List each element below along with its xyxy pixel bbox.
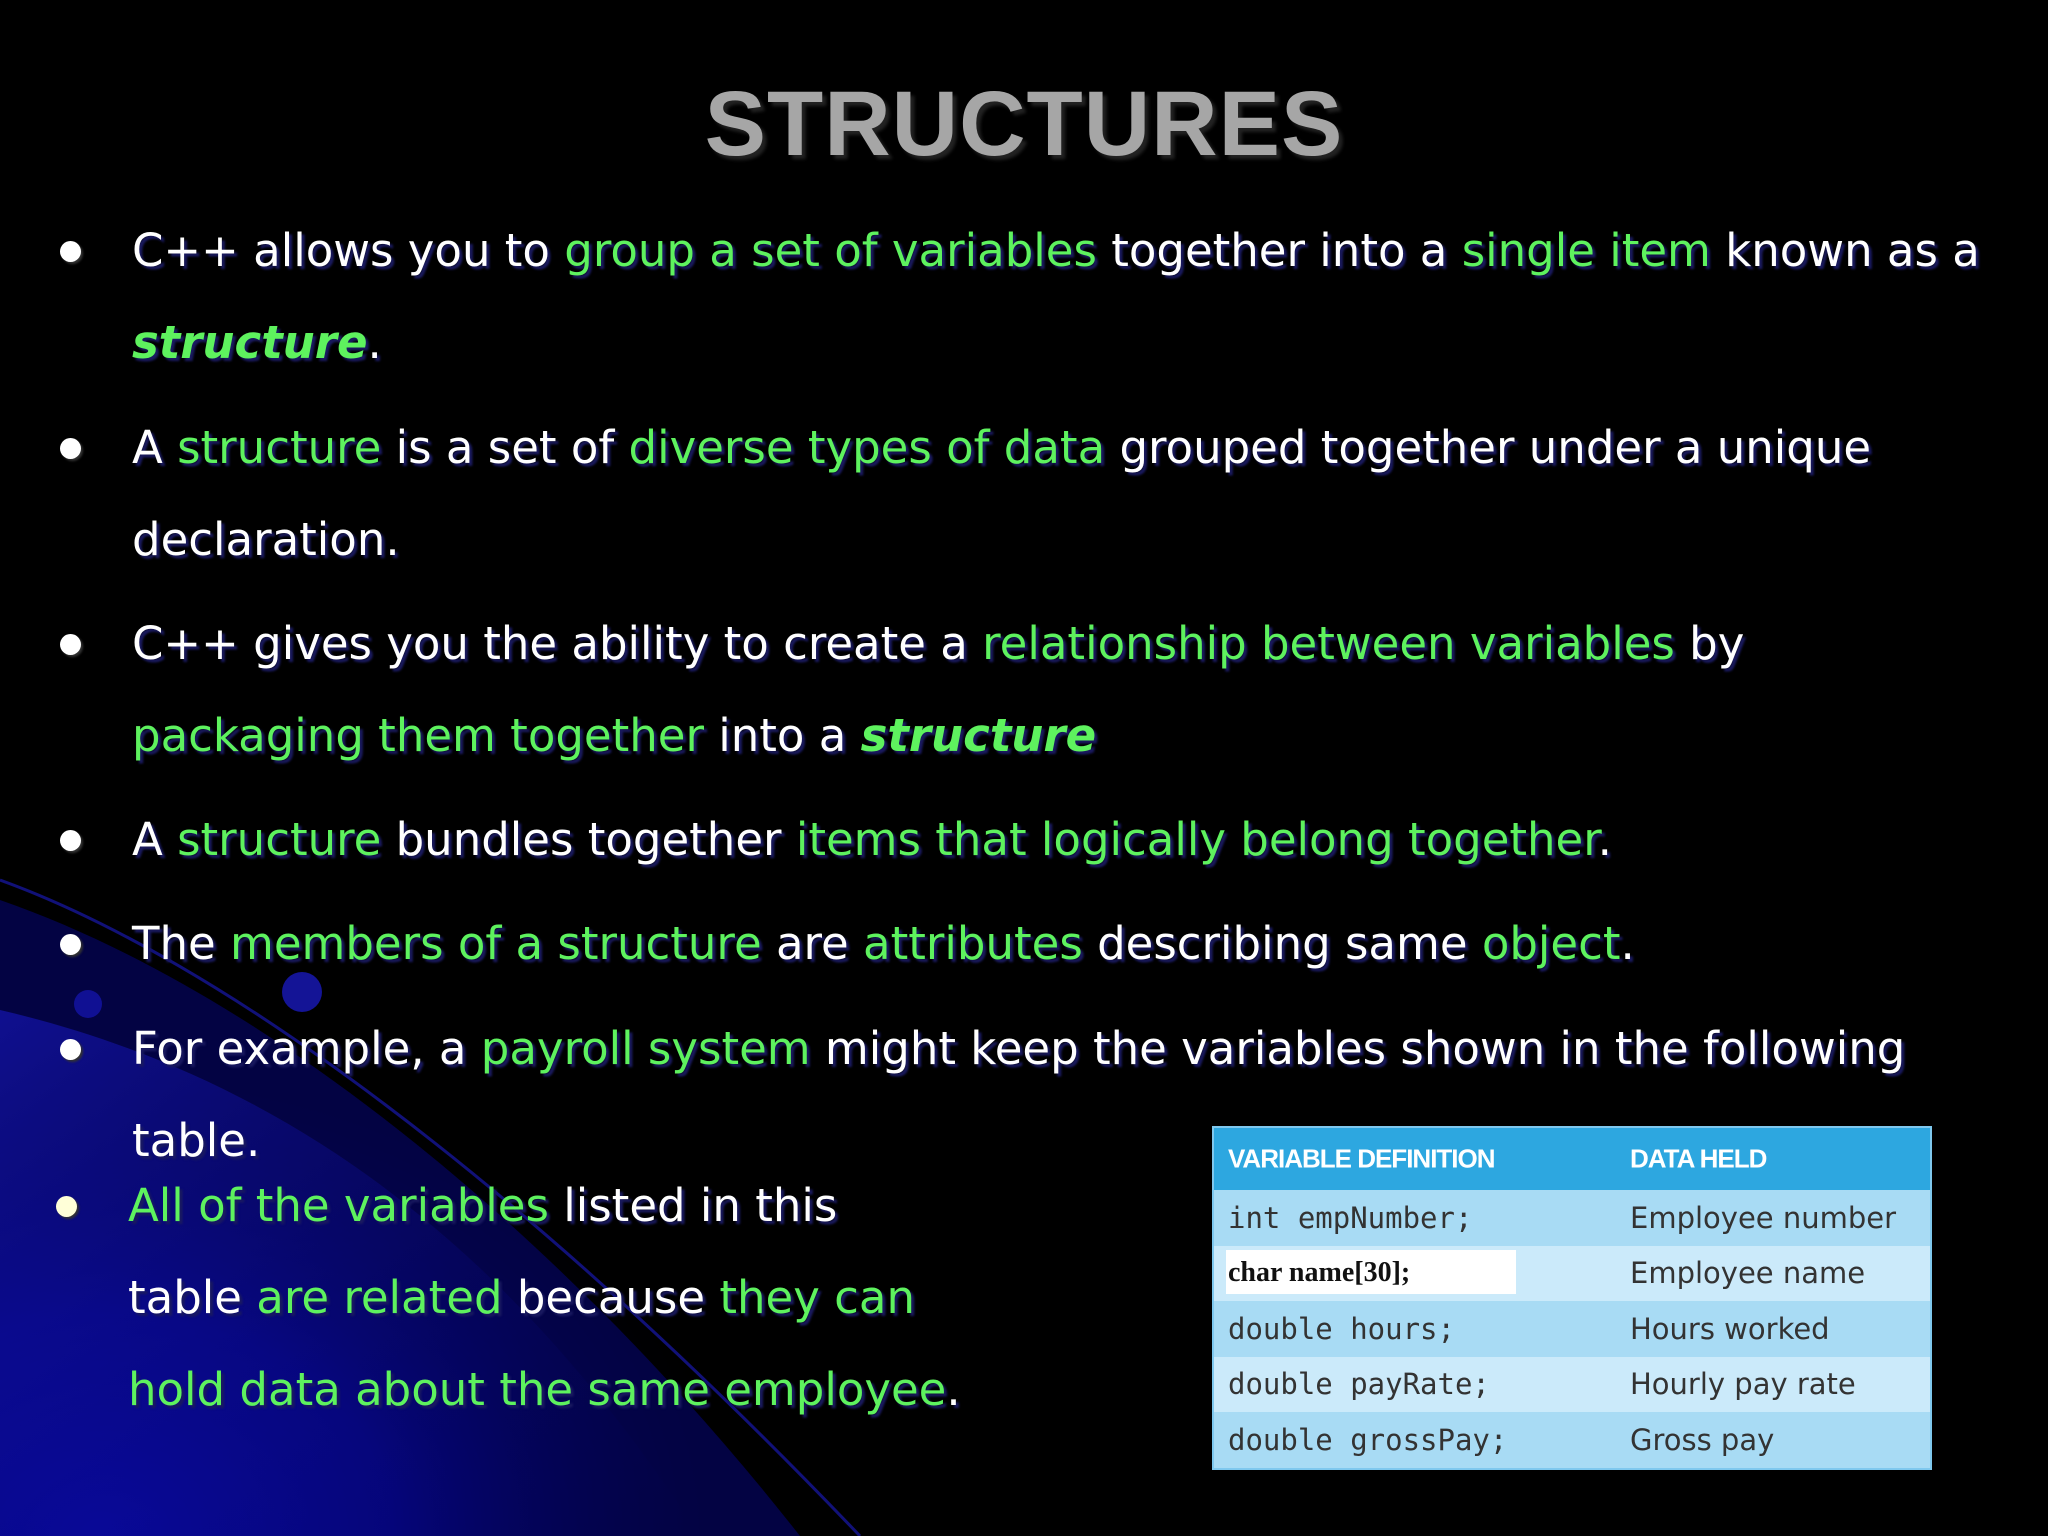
data-held-cell: Employee name	[1630, 1256, 1866, 1291]
bullet-1	[132, 205, 2032, 389]
highlighted-text: packaging them together	[132, 709, 704, 762]
bullet-text: A	[132, 813, 178, 866]
bullet-text: table	[128, 1271, 257, 1324]
data-held-cell: Employee number	[1630, 1200, 1897, 1235]
highlighted-text: structure	[177, 813, 382, 866]
bullet-text: into a	[703, 709, 861, 762]
bullet-text: bundles together	[381, 813, 796, 866]
highlighted-text: they can	[719, 1271, 915, 1324]
highlighted-text: are related	[256, 1271, 503, 1324]
table-header-row	[1214, 1128, 1930, 1190]
highlighted-text: items that logically belong together	[795, 813, 1598, 866]
bullet-text: known as a	[1710, 224, 1980, 277]
bullet-dot-icon	[60, 241, 81, 262]
bullet-text: together into a	[1096, 224, 1462, 277]
bullet-line	[132, 1003, 2032, 1095]
table-row	[1214, 1412, 1930, 1468]
bullet-line	[132, 402, 2032, 494]
bullet-line	[132, 598, 2032, 690]
highlighted-text: structure	[860, 709, 1097, 762]
bullet-text: are	[761, 917, 864, 970]
variable-definition-cell: int empNumber;	[1228, 1200, 1473, 1235]
bullet-text: For example, a	[132, 1022, 481, 1075]
bullet-line	[132, 794, 2032, 886]
table-row	[1214, 1357, 1930, 1413]
bullet-text: describing same	[1082, 917, 1482, 970]
bullet-text: listed in this	[548, 1179, 838, 1232]
bullet-text: might keep the variables shown in the following	[810, 1022, 1906, 1075]
bullet-text: .	[367, 316, 382, 369]
bullet-5	[132, 898, 2032, 990]
bullet-dot-icon	[60, 634, 81, 655]
bullet-line	[132, 898, 2032, 990]
bullet-line	[132, 297, 2032, 389]
highlighted-text: relationship between variables	[982, 617, 1675, 670]
data-held-cell: Hours worked	[1630, 1311, 1830, 1346]
table-row	[1214, 1246, 1930, 1302]
bullet-text: .	[1597, 813, 1612, 866]
highlighted-text: members of a structure	[230, 917, 762, 970]
bullet-text: declaration.	[132, 513, 400, 566]
bullet-text: table.	[132, 1114, 261, 1167]
highlighted-text: payroll system	[480, 1022, 811, 1075]
bullet-text: A	[132, 421, 178, 474]
data-held-cell: Gross pay	[1630, 1422, 1775, 1457]
bullet-text: grouped together under a unique	[1105, 421, 1872, 474]
bullet-text: .	[1620, 917, 1635, 970]
highlighted-text: All of the variables	[128, 1179, 549, 1232]
header-variable-definition: VARIABLE DEFINITION	[1228, 1143, 1495, 1174]
highlighted-text: hold data about the same employee	[128, 1363, 947, 1416]
highlighted-text: single item	[1461, 224, 1711, 277]
bullet-text: by	[1674, 617, 1745, 670]
variable-definition-cell: double hours;	[1228, 1311, 1455, 1346]
bullet-line	[132, 205, 2032, 297]
highlighted-text: diverse types of data	[628, 421, 1106, 474]
highlighted-text: object	[1481, 917, 1621, 970]
highlighted-text: structure	[132, 316, 368, 369]
bullet-text: is a set of	[381, 421, 629, 474]
bullet-2	[132, 402, 2032, 586]
highlighted-text: attributes	[863, 917, 1083, 970]
highlighted-text: group a set of variables	[564, 224, 1097, 277]
bullet-text: C++ allows you to	[132, 224, 565, 277]
table-row	[1214, 1301, 1930, 1357]
variable-definition-cell: char name[30];	[1228, 1257, 1411, 1289]
bullet-text: The	[132, 917, 230, 970]
variables-table	[1212, 1126, 1932, 1470]
bullet-dot-icon	[60, 934, 81, 955]
variable-definition-cell: double payRate;	[1228, 1367, 1490, 1402]
bullet-3	[132, 598, 2032, 782]
bullet-text: .	[946, 1363, 961, 1416]
bullet-text: because	[502, 1271, 720, 1324]
bullet-text: C++ gives you the ability to create a	[132, 617, 983, 670]
bullet-line	[132, 494, 2032, 586]
highlighted-text: structure	[177, 421, 382, 474]
table-row	[1214, 1190, 1930, 1246]
slide-title: STRUCTURES	[704, 73, 1344, 175]
bullet-dot-icon	[56, 1196, 77, 1217]
bullet-4	[132, 794, 2032, 886]
bullet-dot-icon	[60, 830, 81, 851]
data-held-cell: Hourly pay rate	[1630, 1367, 1856, 1402]
header-data-held: DATA HELD	[1630, 1143, 1767, 1174]
bullet-line	[132, 690, 2032, 782]
bullet-dot-icon	[60, 438, 81, 459]
variable-definition-cell: double grossPay;	[1228, 1422, 1508, 1457]
bullet-dot-icon	[60, 1039, 81, 1060]
